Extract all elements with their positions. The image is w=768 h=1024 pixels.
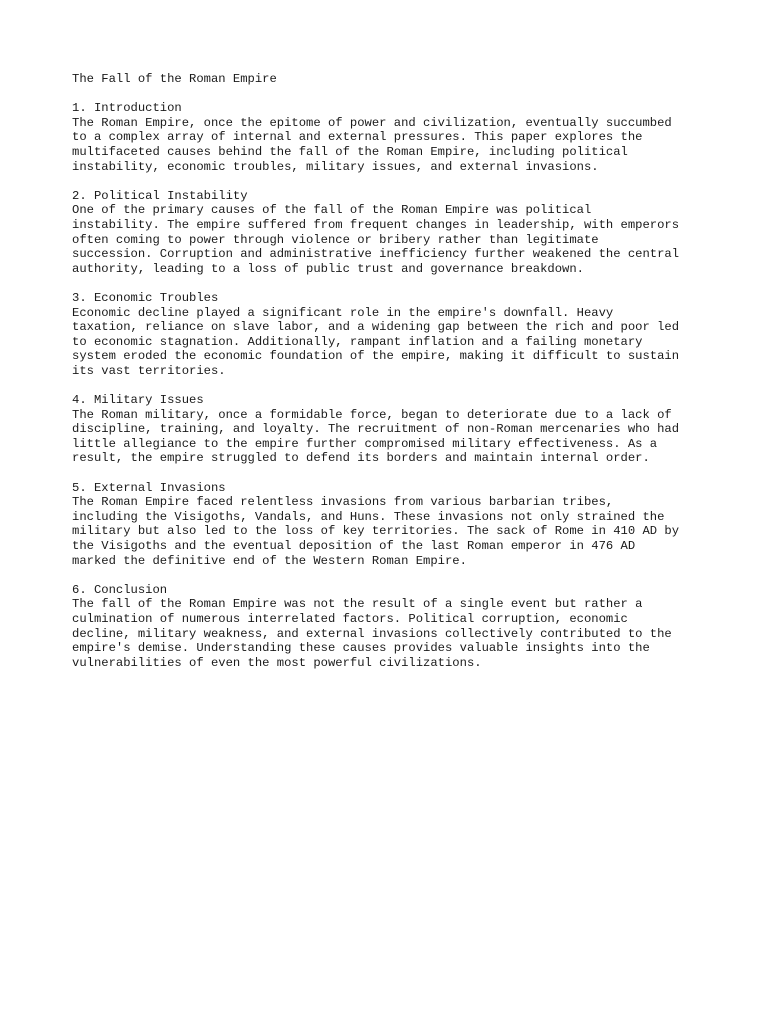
- paragraph-line: instability, economic troubles, military issues, and external invasions.: [72, 159, 599, 174]
- paragraph-line: empire's demise. Understanding these causes provides valuable insights into the: [72, 641, 650, 656]
- section-2: [72, 189, 712, 277]
- section-heading: 6. Conclusion: [72, 582, 168, 597]
- section-paragraph: [72, 203, 712, 276]
- section-3: [72, 291, 712, 379]
- paragraph-line: discipline, training, and loyalty. The recruitment of non-Roman mercenaries who had: [72, 422, 680, 437]
- paragraph-line: The Roman Empire, once the epitome of power and civilization, eventually succumbed: [72, 115, 672, 130]
- paragraph-line: taxation, reliance on slave labor, and a widening gap between the rich and poor led: [72, 320, 680, 335]
- paragraph-line: the Visigoths and the eventual deposition of the last Roman emperor in 476 AD: [72, 539, 636, 553]
- section-paragraph: [72, 306, 712, 379]
- section-paragraph: [72, 495, 712, 568]
- section-heading: 3. Economic Troubles: [72, 290, 219, 305]
- paragraph-line: multifaceted causes behind the fall of the Roman Empire, including political: [72, 144, 628, 159]
- paragraph-line: culmination of numerous interrelated factors. Political corruption, economic: [72, 611, 628, 626]
- paragraph-line: result, the empire struggled to defend its borders and maintain internal order.: [72, 451, 650, 466]
- section-4: [72, 393, 712, 466]
- paragraph-line: military but also led to the loss of key territories. The sack of Rome in 410 AD by: [72, 524, 680, 539]
- paragraph-line: often coming to power through violence or bribery rather than legitimate: [72, 232, 599, 247]
- paragraph-line: One of the primary causes of the fall of the Roman Empire was political: [72, 203, 592, 218]
- section-heading: 2. Political Instability: [72, 188, 248, 203]
- section-paragraph: [72, 116, 712, 174]
- paragraph-line: little allegiance to the empire further compromised military effectiveness. As a: [72, 436, 658, 451]
- document-page: [72, 72, 712, 685]
- paragraph-line: decline, military weakness, and external invasions collectively contributed to the: [72, 626, 672, 641]
- paragraph-line: marked the definitive end of the Western Roman Empire.: [72, 553, 467, 568]
- paragraph-line: The Roman military, once a formidable force, began to deteriorate due to a lack of: [72, 407, 672, 422]
- section-heading: 4. Military Issues: [72, 393, 204, 408]
- paragraph-line: system eroded the economic foundation of the empire, making it difficult to sustain: [72, 349, 680, 364]
- paragraph-line: its vast territories.: [72, 363, 226, 378]
- section-heading: 1. Introduction: [72, 101, 182, 116]
- paragraph-line: instability. The empire suffered from frequent changes in leadership, with emperors: [72, 217, 680, 232]
- section-5: [72, 481, 712, 569]
- section-6: [72, 583, 712, 671]
- paragraph-line: Economic decline played a significant role in the empire's downfall. Heavy: [72, 305, 614, 320]
- paragraph-line: The fall of the Roman Empire was not the result of a single event but rather a: [72, 597, 643, 612]
- paragraph-line: The Roman Empire faced relentless invasions from various barbarian tribes,: [72, 495, 614, 510]
- section-heading: 5. External Invasions: [72, 480, 226, 495]
- document-body: [72, 101, 712, 670]
- section-paragraph: [72, 408, 712, 466]
- paragraph-line: to a complex array of internal and external pressures. This paper explores the: [72, 130, 643, 145]
- document-title: The Fall of the Roman Empire: [72, 72, 277, 86]
- paragraph-line: including the Visigoths, Vandals, and Huns. These invasions not only strained the: [72, 509, 665, 524]
- section-paragraph: [72, 597, 712, 670]
- paragraph-line: authority, leading to a loss of public trust and governance breakdown.: [72, 261, 584, 276]
- section-1: [72, 101, 712, 174]
- paragraph-line: vulnerabilities of even the most powerful civilizations.: [72, 655, 482, 670]
- paragraph-line: succession. Corruption and administrative inefficiency further weakened the central: [72, 247, 680, 262]
- paragraph-line: to economic stagnation. Additionally, rampant inflation and a failing monetary: [72, 334, 643, 349]
